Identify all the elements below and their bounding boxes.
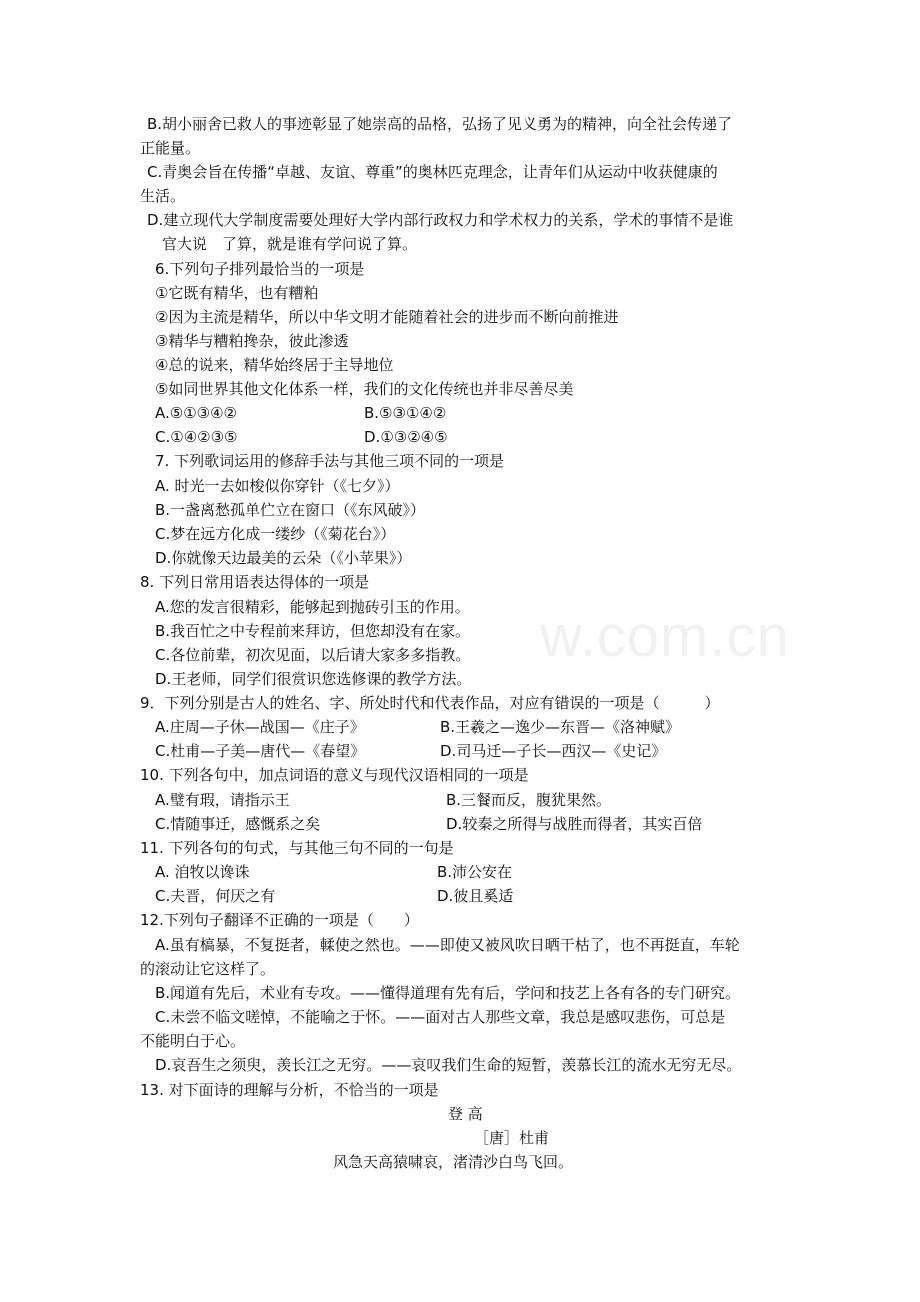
q5-option-b-line1: B.胡小丽舍已救人的事迹彰显了她崇高的品格，弘扬了见义勇为的精神，向全社会传递了 [147,115,733,133]
q9-option-d: D.司马迁—子长—西汉—《史记》 [440,742,667,760]
q6-sentence-3: ③精华与糟粕搀杂，彼此渗透 [155,332,349,350]
q7-option-b: B.一盏离愁孤单伫立在窗口（《东风破》） [155,501,426,519]
q10-option-d: D.较秦之所得与战胜而得者，其实百倍 [446,815,703,833]
q8-option-a: A.您的发言很精彩，能够起到抛砖引玉的作用。 [155,598,470,616]
q6-sentence-1: ①它既有精华，也有糟粕 [155,284,319,302]
q5-option-c-line2: 生活。 [140,187,186,205]
q7-option-d: D.你就像天边最美的云朵（《小苹果》） [155,549,412,567]
q9-option-a: A.庄周—子休—战国—《庄子》 [155,718,365,736]
q6-stem: 6.下列句子排列最恰当的一项是 [155,260,365,278]
q10-option-a: A.璧有瑕，请指示王 [155,791,290,809]
q5-option-b-line2: 正能量。 [140,139,201,157]
q12-option-d: D.哀吾生之须臾，羡长江之无穷。——哀叹我们生命的短暂，羡慕长江的流水无穷无尽。 [155,1056,742,1074]
q7-option-a: A. 时光一去如梭似你穿针（《七夕》） [155,477,400,495]
q11-option-a: A. 洎牧以谗诛 [155,863,250,881]
q12-stem: 12.下列句子翻译不正确的一项是（ ） [140,911,419,929]
poem-title: 登 高 [448,1105,483,1123]
q10-option-c: C.情随事迁，感慨系之矣 [155,815,321,833]
q8-option-d: D.王老师，同学们很赏识您选修课的教学方法。 [155,670,472,688]
q12-option-c-line1: C.未尝不临文嗟悼，不能喻之于怀。——面对古人那些文章，我总是感叹悲伤，可总是 [155,1008,726,1026]
q11-option-d: D.彼且奚适 [437,887,514,905]
q12-option-b: B.闻道有先后，术业有专攻。——懂得道理有先有后，学问和技艺上各有各的专门研究。 [155,984,741,1002]
q11-option-c: C.夫晋，何厌之有 [155,887,276,905]
q9-stem: 9．下列分别是古人的姓名、字、所处时代和代表作品，对应有错误的一项是（ ） [140,694,720,712]
q5-option-d-line2: 官大说 了算，就是谁有学问说了算。 [162,235,418,253]
q8-option-b: B.我百忙之中专程前来拜访，但您却没有在家。 [155,622,471,640]
watermark: w.com.cn [540,604,790,669]
q13-stem: 13. 对下面诗的理解与分析，不恰当的一项是 [140,1081,439,1099]
q6-option-d: D.①③②④⑤ [364,428,448,446]
q6-option-b: B.⑤③①④② [364,404,447,422]
q12-option-a-line2: 的滚动让它这样了。 [140,960,276,978]
q11-stem: 11. 下列各句的句式，与其他三句不同的一句是 [140,839,454,857]
q6-sentence-2: ②因为主流是精华，所以中华文明才能随着社会的进步而不断向前推进 [155,308,619,326]
q7-option-c: C.梦在远方化成一缕纱（《菊花台》） [155,525,396,543]
q12-option-c-line2: 不能明白于心。 [140,1032,246,1050]
q5-option-c-line1: C.青奥会旨在传播“卓越、友谊、尊重”的奥林匹克理念，让青年们从运动中收获健康的 [147,163,718,181]
q12-option-a-line1: A.虽有槁暴，不复挺者，輮使之然也。——即使又被风吹日晒干枯了，也不再挺直，车轮 [155,936,740,954]
q8-option-c: C.各位前辈，初次见面，以后请大家多多指教。 [155,646,471,664]
q10-option-b: B.三餐而反，腹犹果然。 [446,791,612,809]
q10-stem: 10. 下列各句中，加点词语的意义与现代汉语相同的一项是 [140,766,529,784]
q11-option-b: B.沛公安在 [437,863,513,881]
q6-option-a: A.⑤①③④② [155,404,238,422]
poem-author: ［唐］杜甫 [474,1129,550,1147]
q6-sentence-5: ⑤如同世界其他文化体系一样，我们的文化传统也并非尽善尽美 [155,380,574,398]
q8-stem: 8. 下列日常用语表达得体的一项是 [140,573,370,591]
q5-option-d-line1: D.建立现代大学制度需要处理好大学内部行政权力和学术权力的关系，学术的事情不是谁 [147,211,734,229]
q9-option-b: B.王羲之—逸少—东晋—《洛神赋》 [440,718,681,736]
q6-option-c: C.①④②③⑤ [155,428,238,446]
q7-stem: 7. 下列歌词运用的修辞手法与其他三项不同的一项是 [155,452,505,470]
poem-line-1: 风急天高猿啸哀，渚清沙白鸟飞回。 [333,1153,574,1171]
q6-sentence-4: ④总的说来，精华始终居于主导地位 [155,356,394,374]
q9-option-c: C.杜甫—子美—唐代—《春望》 [155,742,366,760]
